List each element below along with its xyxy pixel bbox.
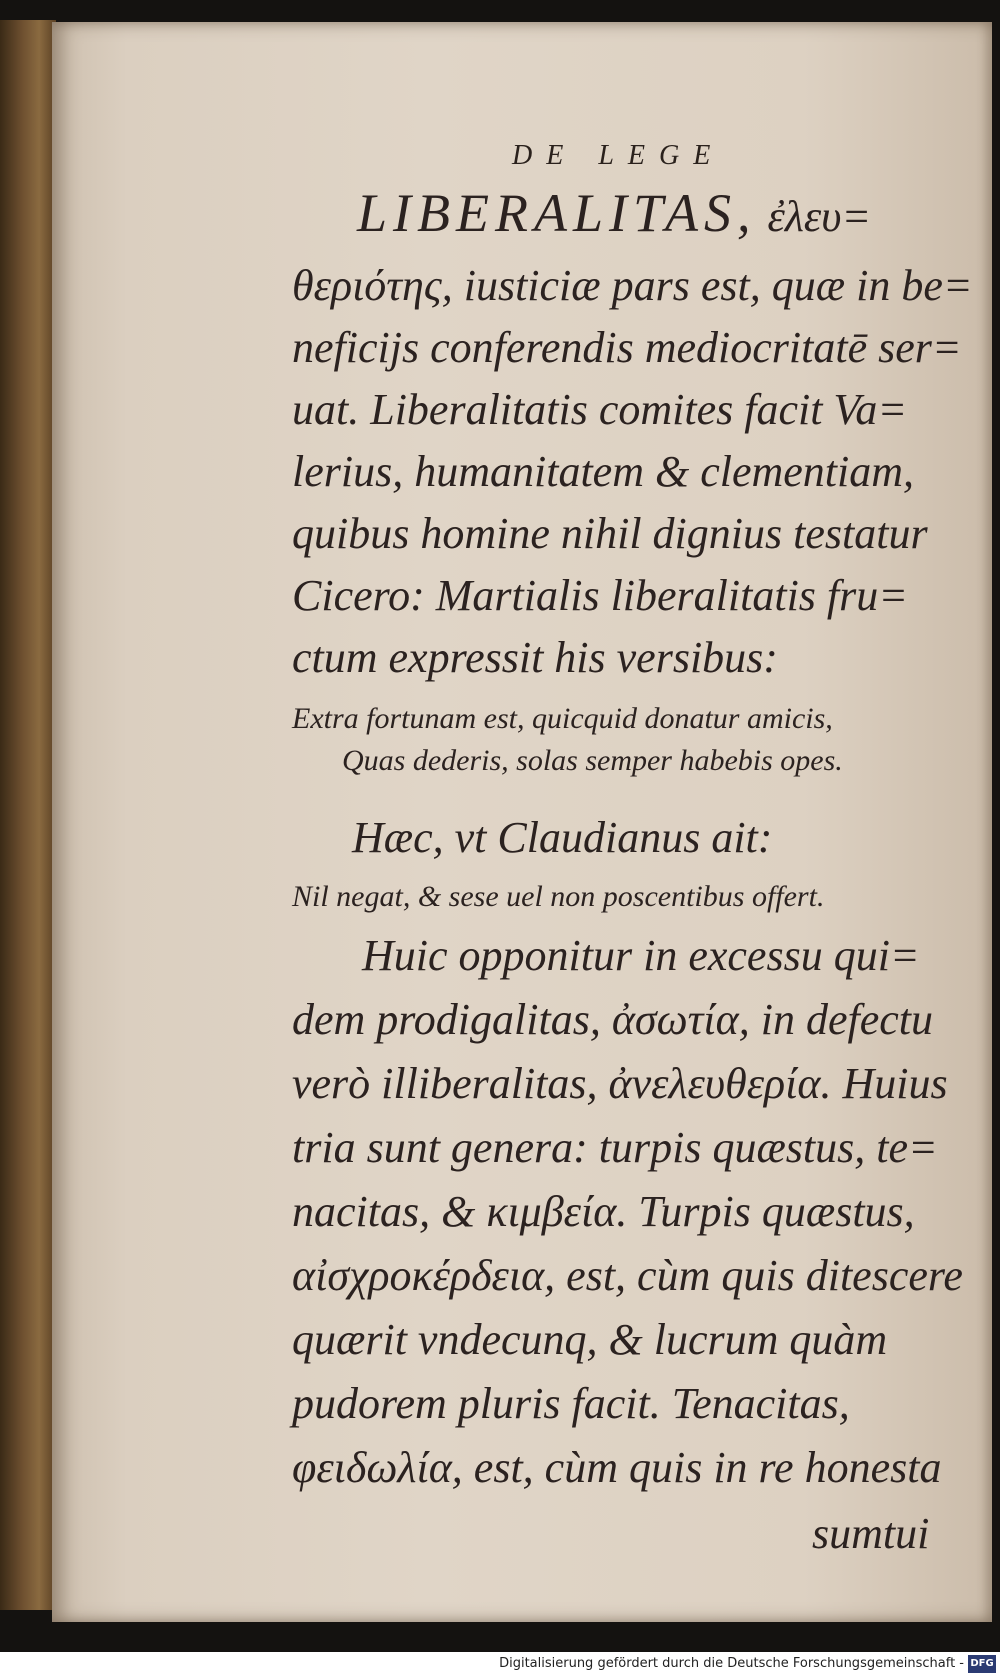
text-line: Cicero: Martialis liberalitatis fru=	[292, 571, 908, 620]
text-line: quærit vndecunq, & lucrum quàm	[292, 1315, 888, 1364]
text-line: pudorem pluris facit. Tenacitas,	[292, 1379, 850, 1428]
book-binding-edge	[0, 20, 56, 1610]
section-heading: LIBERALITAS,	[357, 183, 757, 243]
text-line: αἰσχροκέρδεια, est, cùm quis ditescere	[292, 1251, 963, 1300]
text-line: φειδωλία, est, cùm quis in re honesta	[292, 1443, 942, 1492]
text-line: tria sunt genera: turpis quæstus, te=	[292, 1123, 938, 1172]
text-line: nacitas, & κιμβεία. Turpis quæstus,	[292, 1187, 915, 1236]
text-line: neficijs conferendis mediocritatē ser=	[292, 323, 962, 372]
text-line: quibus homine nihil dignius testatur	[292, 509, 928, 558]
text-line-rest: ἐλευ=	[756, 192, 872, 241]
text-line: Hæc, vt Claudianus ait:	[352, 813, 773, 862]
book-page	[52, 22, 992, 1622]
page-text-block	[52, 22, 992, 1622]
verse-line: Extra fortunam est, quicquid donatur amicis,	[292, 702, 833, 735]
verse-line: Quas dederis, solas semper habebis opes.	[342, 744, 843, 777]
footer-bar	[0, 1652, 1000, 1680]
text-line: uat. Liberalitatis comites facit Va=	[292, 385, 908, 434]
text-line: dem prodigalitas, ἀσωτία, in defectu	[292, 995, 934, 1044]
verse-line: Nil negat, & sese uel non poscentibus offert.	[292, 880, 825, 913]
dfg-logo: DFG	[968, 1655, 996, 1673]
text-line	[357, 182, 871, 244]
catchword: sumtui	[812, 1509, 930, 1558]
footer-credit: Digitalisierung gefördert durch die Deutsche Forschungsgemeinschaft -	[499, 1656, 964, 1671]
text-line: θεριότης, iusticiæ pars est, quæ in be=	[292, 261, 973, 310]
text-line: verò illiberalitas, ἀνελευθερία. Huius	[292, 1059, 948, 1108]
text-line: ctum expressit his versibus:	[292, 633, 778, 682]
text-line: lerius, humanitatem & clementiam,	[292, 447, 915, 496]
running-head: DE LEGE	[512, 140, 725, 171]
text-line: Huic opponitur in excessu qui=	[362, 931, 920, 980]
